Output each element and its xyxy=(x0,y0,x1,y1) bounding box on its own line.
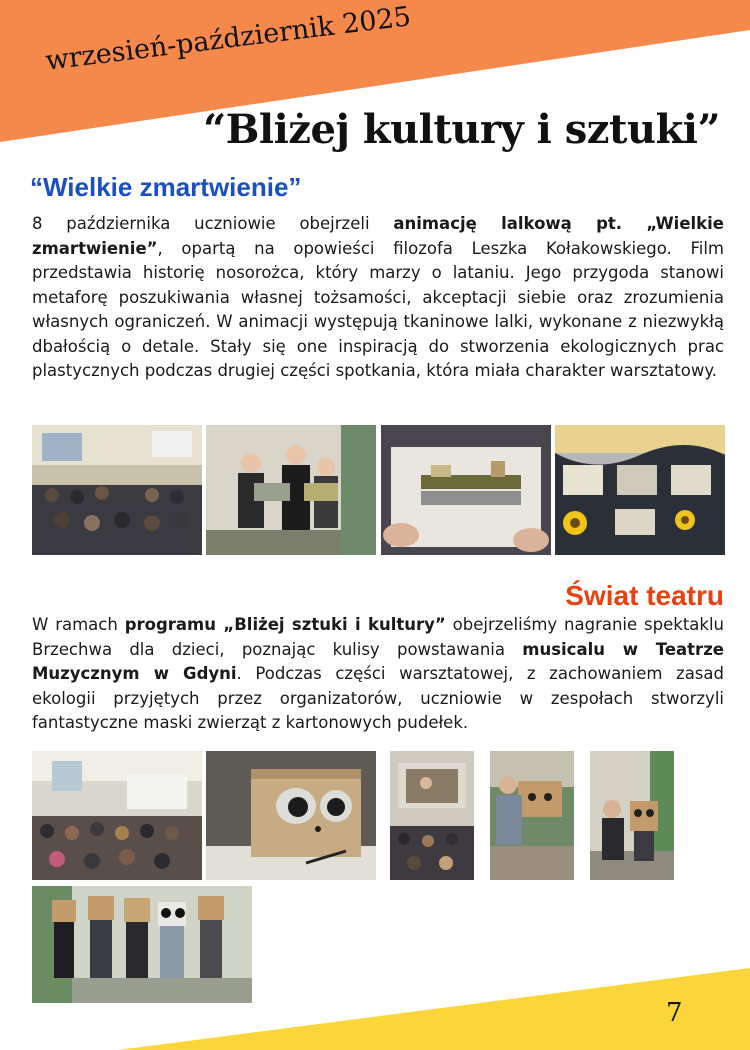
section-heading-swiat-teatru: Świat teatru xyxy=(565,580,724,611)
text-run: 8 października uczniowie obejrzeli xyxy=(32,214,394,233)
bottom-banner-shape xyxy=(0,960,750,1050)
photo-child-in-mask xyxy=(590,751,674,880)
page-title: “Bliżej kultury i sztuki” xyxy=(203,106,720,153)
text-run: W ramach xyxy=(32,615,125,634)
text-run: obejrzeliśmy nagranie spektaklu Brzechwa dla dzieci, poznając kulisy powstawania xyxy=(32,615,724,659)
photo-cinema-audience xyxy=(32,425,202,555)
issue-date: wrzesień-październik 2025 xyxy=(44,1,413,77)
bold-text-run: animację lalkową pt. „Wielkie zmartwienie” xyxy=(32,214,724,258)
bold-text-run: programu „Bliżej sztuki i kultury” xyxy=(124,615,446,634)
photo-hall-audience xyxy=(32,751,202,880)
bold-text-run: musicalu w Teatrze Muzycznym w Gdyni xyxy=(32,639,724,683)
text-run: . Podczas części warsztatowej, z zachowaniem zasad ekologii przyjętych przez organizatorów, uczniowie w zespołach stworzyli fantastyczne maski zwierząt z kartonowych pudełek. xyxy=(32,664,724,732)
section-heading-wielkie-zmartwienie: “Wielkie zmartwienie” xyxy=(30,172,302,202)
text-run: , opartą na opowieści filozofa Leszka Kołakowskiego. Film przedstawia historię nosorożca, który marzy o lataniu. Jego przygoda stanowi metaforę poszukiwania własnej tożsamości, akceptacji siebie oraz zrozumienia własnych ograniczeń. W animacji występują tkaninowe lalki, wykonane z niezwykłą dbałością o detale. Stały się one inspiracją do stworzenia ekologicznych prac plastycznych podczas drugiej części spotkania, która miała charakter warsztatowy. xyxy=(32,238,724,380)
photo-craft-table xyxy=(381,425,551,555)
photo-children-with-artwork xyxy=(206,425,376,555)
photo-panda-mask-box xyxy=(206,751,376,880)
photo-wall-exhibition xyxy=(555,425,725,555)
section-1-paragraph xyxy=(32,212,724,384)
section-2-paragraph xyxy=(32,613,724,736)
photo-children-making-masks xyxy=(490,751,574,880)
page-number: 7 xyxy=(666,998,683,1028)
photo-projection-screen xyxy=(390,751,474,880)
